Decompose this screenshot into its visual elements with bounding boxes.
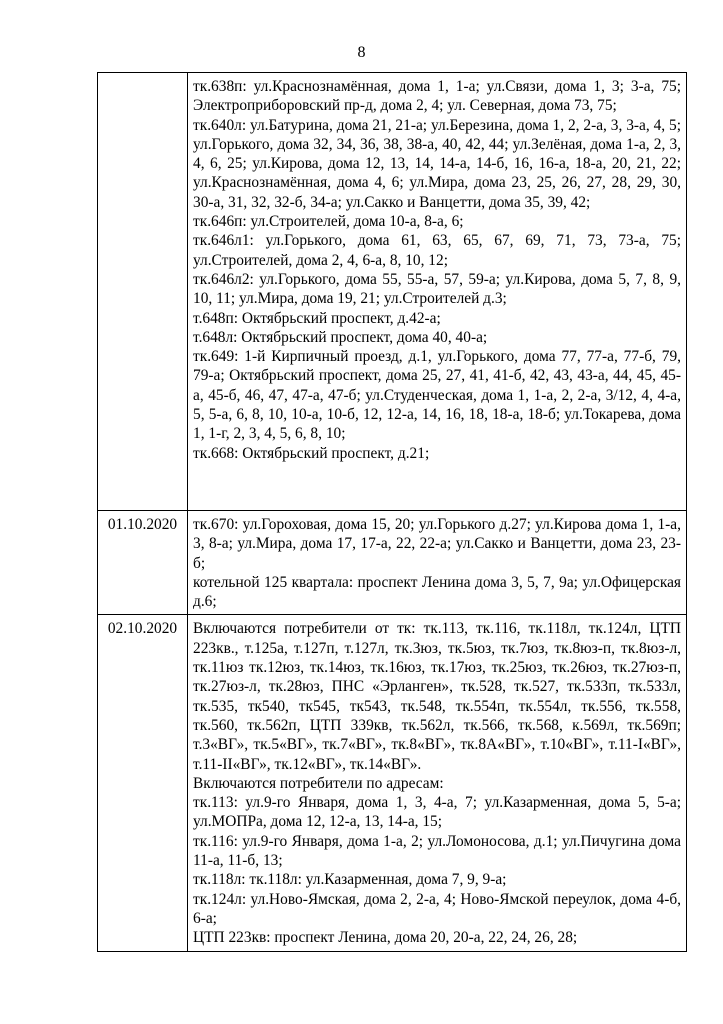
addresses-cell (188, 511, 687, 615)
schedule-table (97, 72, 687, 952)
address-paragraph: тк.640л: ул.Батурина, дома 21, 21-а; ул.Березина, дома 1, 2, 2-а, 3, 3-а, 4, 5; ул.Горького, дома 32, 34, 36, 38, 38-а, 40, 42, 44; ул.Зелёная, дома 1-а, 2, 3, 4, 6, 25; ул.Кирова, дома 12, 13, 14, 14-а, 14-б, 16, 16-а, 18-а, 20, 21, 22; ул.Краснознамённая, дома 4, 6; ул.Мира, дома 23, 25, 26, 27, 28, 29, 30, 30-а, 31, 32, 32-б, 34-а; ул.Сакко и Ванцетти, дома 35, 39, 42; (193, 116, 681, 211)
address-paragraph: тк.116: ул.9-го Января, дома 1-а, 2; ул.Ломоносова, д.1; ул.Пичугина дома 11-а, 11-б, 13; (193, 832, 681, 870)
address-paragraph: т.648п: Октябрьский проспект, д.42-а; (193, 309, 441, 327)
table-row (98, 511, 687, 615)
date-cell: 02.10.2020 (98, 615, 188, 951)
table-row (98, 615, 687, 951)
address-paragraph: тк.646л2: ул.Горького, дома 55, 55-а, 57, 59-а; ул.Кирова, дома 5, 7, 8, 9, 10, 11; ул.Мира, дома 19, 21; ул.Строителей д.3; (193, 270, 681, 308)
address-paragraph: тк.124л: ул.Ново-Ямская, дома 2, 2-а, 4; Ново-Ямской переулок, дома 4-б, 6-а; (193, 890, 681, 927)
address-paragraph: Включаются потребители от тк: тк.113, тк.116, тк.118л, тк.124л, ЦТП 223кв., т.125а, т.127п, т.127л, тк.3юз, тк.5юз, тк.7юз, тк.8юз-п, тк.8юз-л, тк.11юз тк.12юз, тк.14юз, тк.16юз, тк.17юз, тк.25юз, тк.26юз, тк.27юз-п, тк.27юз-л, тк.28юз, ПНС «Эрланген», тк.528, тк.527, тк.533п, тк.533л, тк.535, тк540, тк545, тк543, тк.548, тк.554п, тк.554л, тк.556, тк.558, тк.560, тк.562п, ЦТП 339кв, тк.562л, тк.566, тк.568, к.569л, тк.569п; т.3«ВГ», тк.5«ВГ», тк.7«ВГ», тк.8«ВГ», тк.8А«ВГ», т.10«ВГ», т.11-I«ВГ», т.11-II«ВГ», тк.12«ВГ», тк.14«ВГ». (193, 620, 681, 773)
addresses-cell (188, 615, 687, 951)
page-number: 8 (357, 44, 366, 61)
address-paragraph: тк.649: 1-й Кирпичный проезд, д.1, ул.Горького, дома 77, 77-а, 77-б, 79, 79-а; Октябрьский проспект, дома 25, 27, 41, 41-б, 42, 43, 43-а, 44, 45, 45-а, 45-б, 46, 47, 47-а, 47-б; ул.Студенческая, дома 1, 1-а, 2, 2-а, 3/12, 4, 4-а, 5, 5-а, 6, 8, 10, 10-а, 10-б, 12, 12-а, 14, 16, 18, 18-а, 18-б; ул.Токарева, дома 1, 1-г, 2, 3, 4, 5, 6, 8, 10; (193, 348, 681, 443)
address-paragraph: Включаются потребители по адресам: (193, 774, 444, 792)
address-paragraph: тк.670: ул.Гороховая, дома 15, 20; ул.Горького д.27; ул.Кирова дома 1, 1-а, 3, 8-а; ул.Мира, дома 17, 17-а, 22, 22-а; ул.Сакко и Ванцетти, дома 23, 23-б; (193, 516, 681, 572)
address-paragraph: тк.646л1: ул.Горького, дома 61, 63, 65, 67, 69, 71, 73, 73-а, 75; ул.Строителей, дома 2, 4, 6-а, 8, 10, 12; (193, 232, 681, 269)
address-paragraph: тк.118л: тк.118л: ул.Казарменная, дома 7, 9, 9-а; (193, 871, 507, 889)
address-paragraph: тк.646п: ул.Строителей, дома 10-а, 8-а, 6; (193, 213, 464, 231)
date-cell (98, 73, 188, 511)
address-paragraph: котельной 125 квартала: проспект Ленина дома 3, 5, 7, 9а; ул.Офицерская д.6; (193, 573, 681, 611)
table-row (98, 73, 687, 511)
address-paragraph: тк.113: ул.9-го Января, дома 1, 3, 4-а, 7; ул.Казарменная, дома 5, 5-а; ул.МОПРа, дома 12, 12-а, 13, 14-а, 15; (193, 794, 681, 831)
addresses-cell (188, 73, 687, 511)
address-paragraph: тк.668: Октябрьский проспект, д.21; (193, 444, 430, 462)
address-paragraph: ЦТП 223кв: проспект Ленина, дома 20, 20-а, 22, 24, 26, 28; (193, 929, 578, 947)
date-cell: 01.10.2020 (98, 511, 188, 615)
address-paragraph: т.648л: Октябрьский проспект, дома 40, 40-а; (193, 328, 488, 346)
address-paragraph: тк.638п: ул.Краснознамённая, дома 1, 1-а; ул.Связи, дома 1, 3; 3-а, 75; Электроприборовский пр-д, дома 2, 4; ул. Северная, дома 73, 75; (193, 78, 681, 115)
